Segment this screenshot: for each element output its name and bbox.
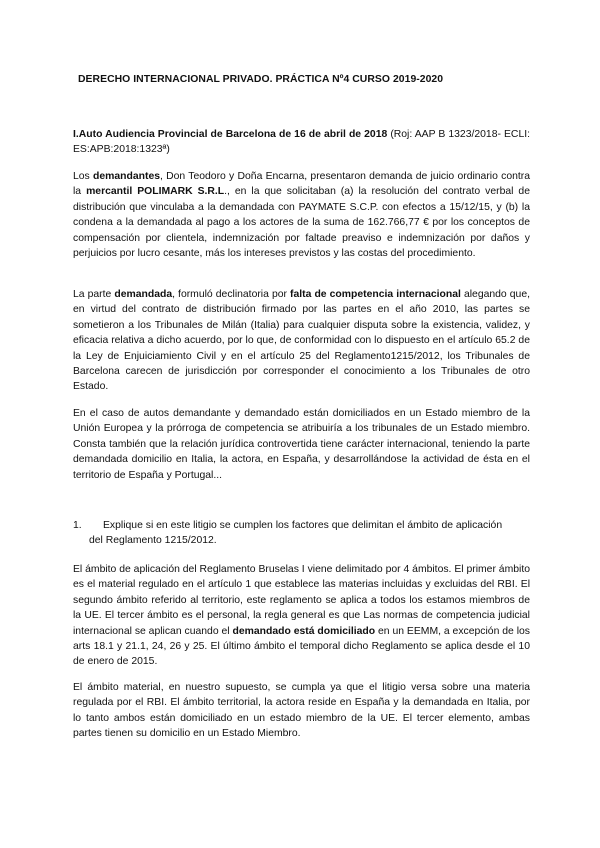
document-title: DERECHO INTERNACIONAL PRIVADO. PRÁCTICA Nº4 CURSO 2019-2020 <box>78 74 444 85</box>
p2-bold-demandada: demandada <box>114 289 173 300</box>
question-number: 1. <box>73 520 82 531</box>
p1-text-a: Los <box>73 171 94 182</box>
answer-paragraph-1 <box>73 562 530 670</box>
p1-bold-demandantes: demandantes <box>93 171 160 182</box>
answer1-bold-domiciliado: demandado está domiciliado <box>232 625 376 637</box>
case-heading <box>73 127 530 158</box>
p2-text-c: , formuló declinatoria por <box>172 289 291 300</box>
case-heading-reference: (Roj: AAP B 1323/2018- ECLI: ES:APB:2018:1323ª) <box>73 129 530 156</box>
question-1 <box>73 518 530 549</box>
p2-text-e: alegando que, en virtud del contrato de distribución firmado por las partes en el año 2010, las partes se sometieron a los Tribunales de Milán (Italia) para cualquier disputa sobre la existencia, validez, y eficacia relativa a dicho acuerdo, por lo que, de conformidad con lo dispuesto en el artículo 65.2 de la Ley de Enjuiciamiento Civil y en el artículo 25 del Reglamento1215/2012, los Tribunales de Barcelona carecen de jurisdicción por corresponder el conocimiento a los Tribunales de otro Estado. <box>73 289 530 393</box>
answer1-text-c: en un EEMM, a excepción de los arts 18.1 y 21.1, 24, 26 y 25. El último ámbito el temporal dicho Reglamento se aplica desde el 10 de enero de 2015. <box>73 625 530 668</box>
question-text-line2: del Reglamento 1215/2012. <box>89 535 217 547</box>
p2-bold-competencia: falta de competencia internacional <box>290 289 461 300</box>
p1-text-e: ., en la que solicitaban (a) la resolución del contrato verbal de distribución que vinculaba a la demandada con PAYMATE S.C.P. con efectos a 15/12/15, y (b) la condena a la demandada al pago a los actores de la suma de 162.766,77 € por los conceptos de compensación por clientela, indemnización por faltade preaviso e indemnización por daños y perjuicios por lucro cesante, más los intereses previstos y las costas del procedimiento. <box>73 186 530 260</box>
question-text-line1: Explique si en este litigio se cumplen los factores que delimitan el ámbito de aplicación <box>103 520 503 531</box>
paragraph-caso-autos: En el caso de autos demandante y demandado están domiciliados en un Estado miembro de la Unión Europea y la prórroga de competencia se atribuiría a los tribunales de un Estado miembro. Consta también que la relación jurídica controvertida tiene carácter internacional, teniendo la parte demandada domicilio en Italia, la actora, en España, y desarrollándose la actividad de ésta en el territorio de España y Portugal... <box>73 408 530 481</box>
paragraph-demandada <box>73 287 530 395</box>
p1-text-c: , Don Teodoro y Doña Encarna, presentaron demanda de juicio ordinario contra la <box>73 171 531 198</box>
paragraph-demandantes <box>73 169 530 261</box>
answer1-text-a: El ámbito de aplicación del Reglamento Bruselas I viene delimitado por 4 ámbitos. El primer ámbito es el material regulado en el artículo 1 que establece las materias incluidas y excluidas del RBI. El segundo ámbito referido al territorio, este reglamento se aplica a todos los estamos miembros de la UE. El tercer ámbito es el personal, la regla general es que Las normas de competencia judicial internacional se aplican cuando el <box>73 564 530 637</box>
p1-bold-mercantil: mercantil POLIMARK S.R.L <box>86 186 225 198</box>
answer-paragraph-2: El ámbito material, en nuestro supuesto, se cumpla ya que el litigio versa sobre una materia regulada por el RBI. El ámbito territorial, la actora reside en España y la demandada en Italia, por lo tanto ambos están domiciliado en un estado miembro de la UE. El tercer elemento, ambas partes tienen su domicilio en un Estado Miembro. <box>73 682 530 740</box>
case-heading-title: I.Auto Audiencia Provincial de Barcelona de 16 de abril de 2018 <box>73 129 388 140</box>
p2-text-a: La parte <box>73 289 115 300</box>
